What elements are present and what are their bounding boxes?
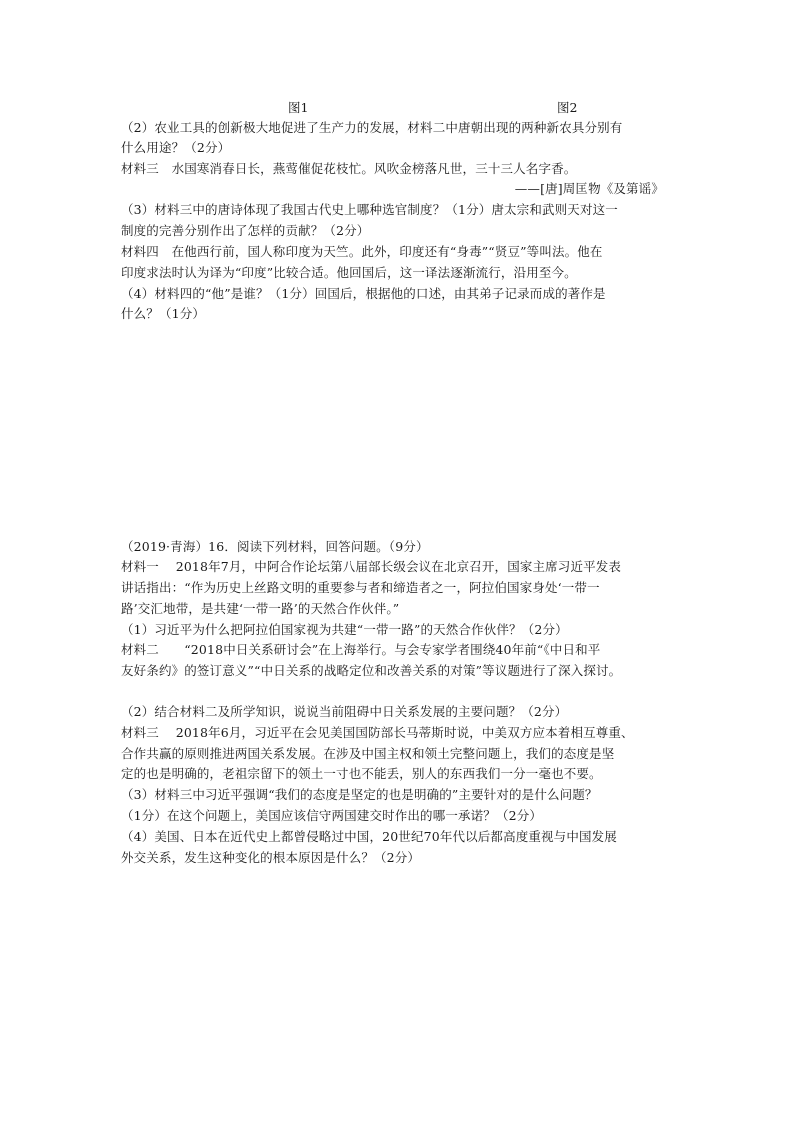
question-4-line-2: 什么？（1分）	[121, 306, 206, 321]
question-16-1: （1）习近平为什么把阿拉伯国家视为共建“一带一路”的天然合作伙伴？（2分）	[121, 622, 568, 637]
question-16-3-line-1: （3）材料三中习近平强调“我们的态度是坚定的也是明确的”主要针对的是什么问题？	[121, 787, 598, 802]
question-3-line-1: （3）材料三中的唐诗体现了我国古代史上哪种选官制度？（1分）唐太宗和武则天对这一	[121, 202, 618, 217]
question-16-3-line-2: （1分）在这个问题上，美国应该信守两国建交时作出的哪一承诺？（2分）	[121, 808, 543, 823]
material-3b-line-1: 材料三 2018年6月，习近平在会见美国国防部长马蒂斯时说，中美双方应本着相互尊重、	[121, 725, 634, 740]
question-4-line-1: （4）材料四的“他”是谁？（1分）回国后，根据他的口述，由其弟子记录而成的著作是	[121, 286, 606, 301]
material-2-line-1: 材料二 “2018中日关系研讨会”在上海举行。与会专家学者围绕40年前“《中日和平	[121, 642, 601, 657]
question-16-4-line-2: 外交关系，发生这种变化的根本原因是什么？（2分）	[121, 850, 421, 865]
material-3b-line-3: 定的也是明确的，老祖宗留下的领土一寸也不能丢，别人的东西我们一分一毫也不要。	[121, 766, 602, 781]
material-3-poem: 材料三 水国寒消春日长，燕莺催促花枝忙。风吹金榜落凡世，三十三人名字香。	[121, 161, 577, 176]
material-3-source: ——[唐]周匡物《及第谣》	[514, 181, 664, 196]
material-1-line-2: 讲话指出：“作为历史上丝路文明的重要参与者和缔造者之一，阿拉伯国家身处‘一带一	[121, 580, 600, 595]
question-2-line-2: 什么用途？（2分）	[121, 140, 231, 155]
figure-1-label: 图1	[288, 100, 309, 115]
figure-2-label: 图2	[557, 100, 578, 115]
material-4-line-2: 印度求法时认为译为“印度”比较合适。他回国后，这一译法逐渐流行，沿用至今。	[121, 265, 577, 280]
material-1-line-1: 材料一 2018年7月，中阿合作论坛第八届部长级会议在北京召开，国家主席习近平发表	[121, 559, 622, 574]
material-1-line-3: 路’交汇地带，是共建‘一带一路’的天然合作伙伴。”	[121, 601, 400, 616]
material-4-line-1: 材料四 在他西行前，国人称印度为天竺。此外，印度还有“身毒”“贤豆”等叫法。他在	[121, 244, 603, 259]
material-3b-line-2: 合作共赢的原则推进两国关系发展。在涉及中国主权和领土完整问题上，我们的态度是坚	[121, 746, 615, 761]
question-16-2: （2）结合材料二及所学知识，说说当前阻碍中日关系发展的主要问题？（2分）	[121, 704, 568, 719]
question-3-line-2: 制度的完善分别作出了怎样的贡献？（2分）	[121, 223, 370, 238]
question-16-4-line-1: （4）美国、日本在近代史上都曾侵略过中国，20世纪70年代以后都高度重视与中国发展	[121, 829, 617, 844]
question-2-line-1: （2）农业工具的创新极大地促进了生产力的发展，材料二中唐朝出现的两种新农具分别有	[121, 120, 623, 135]
question-16-header: （2019·青海）16．阅读下列材料，回答问题。（9分）	[121, 539, 429, 554]
material-2-line-2: 友好条约》的签订意义”“中日关系的战略定位和改善关系的对策”等议题进行了深入探讨。	[121, 663, 622, 678]
